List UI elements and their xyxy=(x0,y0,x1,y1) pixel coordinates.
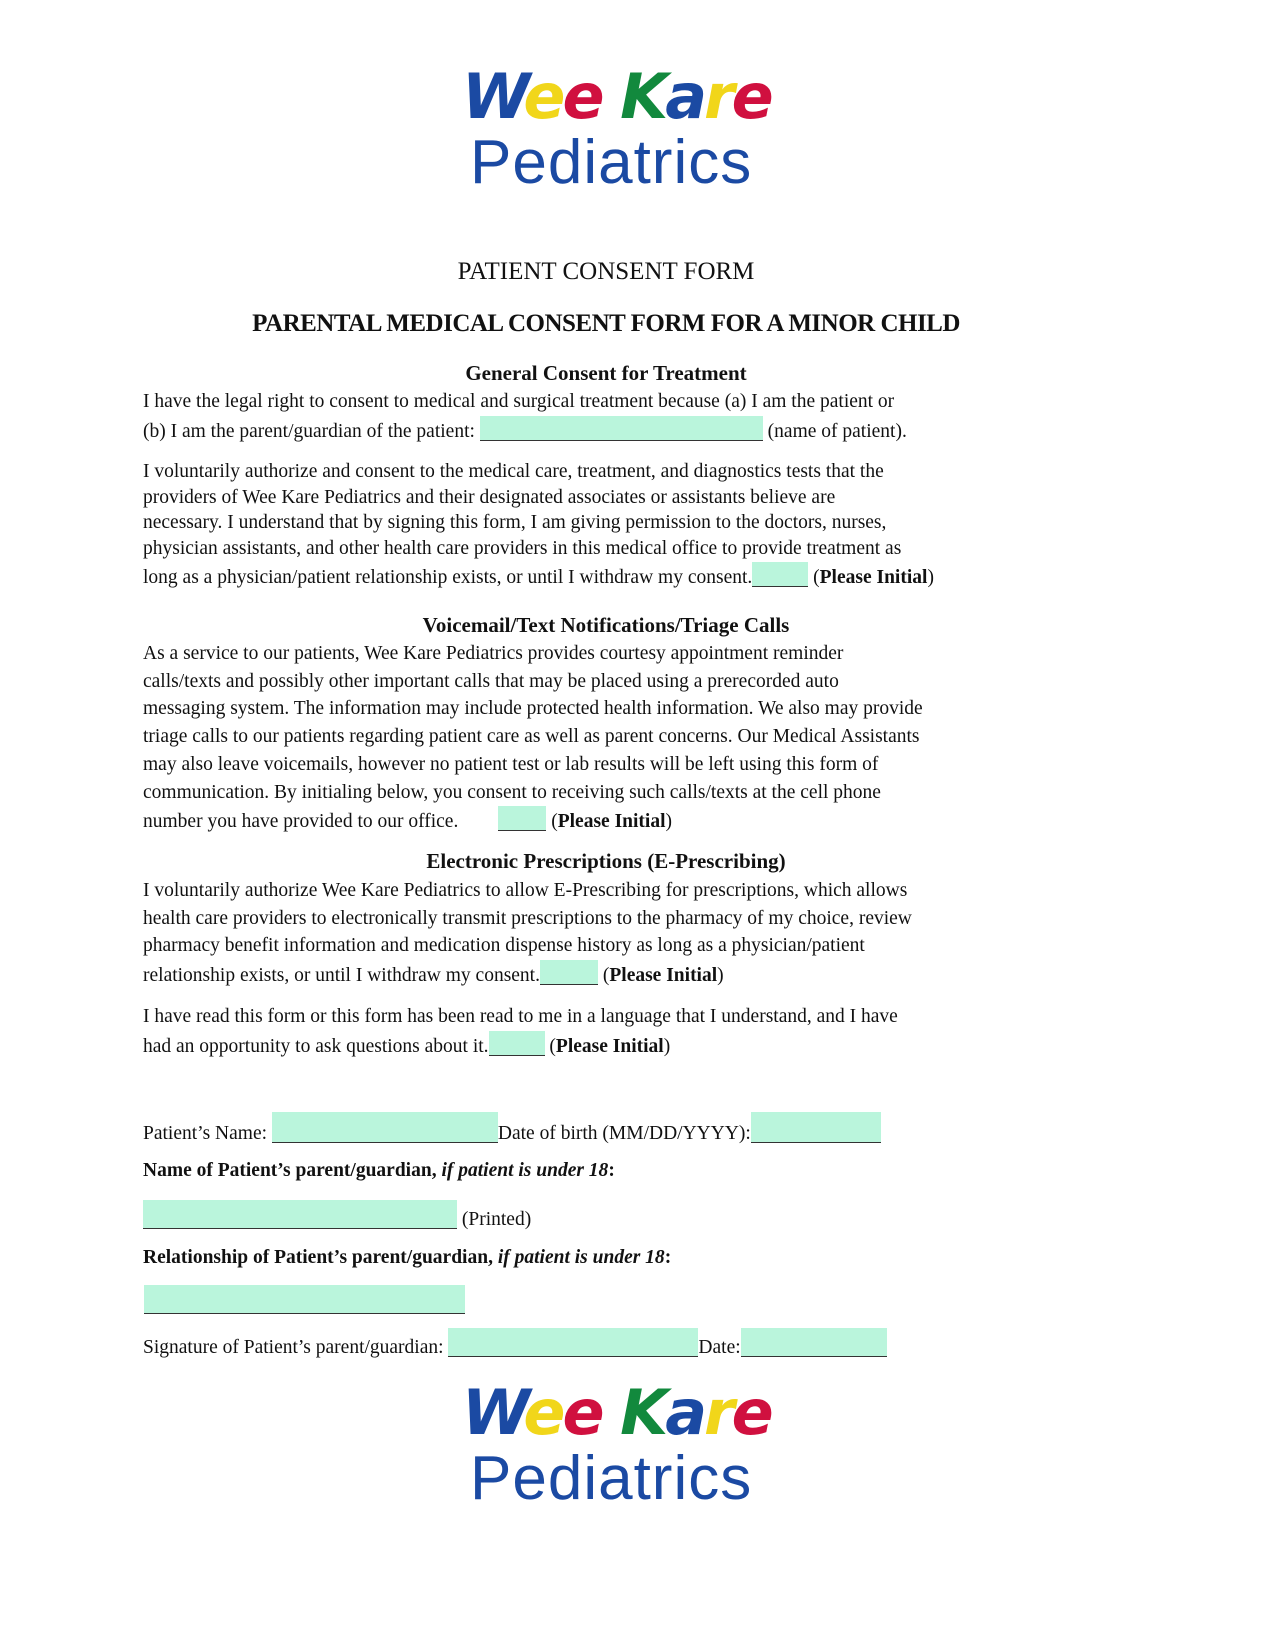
text-line: physician assistants, and other health care providers in this medical office to provide treatment as xyxy=(143,538,902,560)
text-line: may also leave voicemails, however no patient test or lab results will be left using this form of xyxy=(143,753,879,775)
colon: : xyxy=(608,1160,615,1181)
logo-r: r xyxy=(704,60,732,133)
form-title: PATIENT CONSENT FORM xyxy=(457,258,755,285)
general-consent-paragraph-2: I voluntarily authorize and consent to the medical care, treatment, and diagnostics tests that the providers of Wee Kare Pediatrics and their designated associates or assistants believe are necessary. I understand that by signing this form, I am giving permission to the doctors, nurses, physician assistants, and other health care providers in this medical office to provide treatment as long as a physician/patient relationship exists, or until I withdraw my consent. (Please Initial) xyxy=(143,461,934,588)
logo-ee: e xyxy=(523,60,563,133)
colon: : xyxy=(664,1247,672,1268)
text-line: calls/texts and possibly other important calls that may be placed using a prerecorded auto xyxy=(143,670,839,692)
text-line: I voluntarily authorize and consent to the medical care, treatment, and diagnostics tests that the xyxy=(143,461,884,482)
text-line: I have the legal right to consent to medical and surgical treatment because (a) I am the patient or xyxy=(143,391,895,412)
wee-kare-logo-top xyxy=(462,60,771,202)
date-label: Date: xyxy=(698,1337,741,1358)
general-consent-paragraph-1 xyxy=(143,388,907,446)
logo-a: a xyxy=(665,60,705,133)
logo-ee2: e xyxy=(562,1376,602,1449)
voicemail-paragraph: As a service to our patients, Wee Kare Pediatrics provides courtesy appointment reminder calls/texts and possibly other important calls that may be placed using a prerecorded auto messaging system. The information may include protected health information. We also may provide triage calls to our patients regarding patient care as well as parent concerns. Our Medical Assistants may also leave voicemails, however no patient test or lab results will be left using this form of communication. By initialing below, you consent to receiving such calls/texts at the cell phone number you have provided to our office. (Please Initial) xyxy=(143,640,923,836)
signature-row xyxy=(143,1328,887,1364)
text-line: relationship exists, or until I withdraw my consent. xyxy=(143,965,540,987)
acknowledgement-paragraph: I have read this form or this form has been read to me in a language that I understand, and I have had an opportunity to ask questions about it. (Please Initial) xyxy=(143,1003,898,1061)
guardian-name-label: Name of Patient’s parent/guardian, xyxy=(143,1160,442,1181)
e-prescribing-paragraph: I voluntarily authorize Wee Kare Pediatrics to allow E-Prescribing for prescriptions, which allows health care providers to electronically transmit prescriptions to the pharmacy of my choice, review pharmacy benefit information and medication dispense history as long as a physician/patient relationship exists, or until I withdraw my consent. (Please Initial) xyxy=(143,877,912,990)
initial-field-acknowledgement[interactable] xyxy=(489,1031,545,1056)
dob-field[interactable] xyxy=(751,1112,881,1143)
text-line: As a service to our patients, Wee Kare Pediatrics provides courtesy appointment reminder xyxy=(143,643,844,664)
relationship-row xyxy=(144,1285,465,1316)
guardian-name-field[interactable] xyxy=(143,1200,457,1229)
guardian-name-label-row xyxy=(143,1160,615,1182)
logo-ee: e xyxy=(523,1376,563,1449)
form-subtitle: PARENTAL MEDICAL CONSENT FORM FOR A MINOR CHILD xyxy=(252,310,960,337)
relationship-field[interactable] xyxy=(144,1285,465,1314)
text-line: triage calls to our patients regarding patient care as well as parent concerns. Our Medical Assistants xyxy=(143,726,920,748)
initial-field-eprescribing[interactable] xyxy=(540,960,598,985)
initial-field-voicemail[interactable] xyxy=(498,806,546,831)
logo-r: r xyxy=(704,1376,732,1449)
patient-name-row xyxy=(143,1112,881,1151)
heading-voicemail: Voicemail/Text Notifications/Triage Calls xyxy=(422,613,790,637)
guardian-name-condition: if patient is under 18 xyxy=(441,1160,609,1181)
text-line: (name of patient). xyxy=(762,421,907,442)
logo-k: K xyxy=(620,1376,666,1449)
text-line: communication. By initialing below, you consent to receiving such calls/texts at the cell phone xyxy=(143,781,881,803)
relationship-label: Relationship of Patient’s parent/guardian, xyxy=(143,1247,498,1268)
initial-field-treatment[interactable] xyxy=(752,562,808,587)
signature-field[interactable] xyxy=(448,1328,698,1357)
date-field[interactable] xyxy=(741,1328,887,1357)
text-line: (b) I am the parent/guardian of the patient: xyxy=(143,421,480,442)
wee-kare-logo-bottom xyxy=(462,1376,771,1518)
text-line: providers of Wee Kare Pediatrics and their designated associates or assistants believe are xyxy=(143,486,836,508)
logo-a: a xyxy=(665,1376,705,1449)
guardian-name-row xyxy=(143,1200,531,1231)
text-line: necessary. I understand that by signing this form, I am giving permission to the doctors, nurses, xyxy=(143,512,887,534)
signature-label: Signature of Patient’s parent/guardian: xyxy=(143,1337,449,1358)
text-line: I have read this form or this form has been read to me in a language that I understand, and I have xyxy=(143,1006,898,1027)
patient-name-field-top[interactable] xyxy=(480,416,763,441)
text-line: pharmacy benefit information and medication dispense history as long as a physician/patient xyxy=(143,935,865,957)
relationship-label-row xyxy=(143,1247,671,1269)
please-initial-label: Please Initial xyxy=(555,1036,664,1057)
logo-pediatrics: Pediatrics xyxy=(470,1444,753,1513)
text-line: had an opportunity to ask questions about it. xyxy=(143,1036,489,1057)
heading-general-consent: General Consent for Treatment xyxy=(465,361,747,385)
text-line: health care providers to electronically transmit prescriptions to the pharmacy of my choice, review xyxy=(143,907,912,929)
patient-name-field[interactable] xyxy=(272,1112,498,1143)
printed-label: (Printed) xyxy=(457,1209,532,1230)
please-initial-label: Please Initial xyxy=(819,566,928,588)
text-line: I voluntarily authorize Wee Kare Pediatrics to allow E-Prescribing for prescriptions, which allows xyxy=(143,880,908,901)
dob-label: Date of birth (MM/DD/YYYY): xyxy=(497,1123,751,1144)
logo-e: e xyxy=(731,60,771,133)
please-initial-label: Please Initial xyxy=(609,965,718,987)
text-line: messaging system. The information may include protected health information. We also may provide xyxy=(143,698,923,720)
text-line: number you have provided to our office. xyxy=(143,811,459,833)
logo-ee2: e xyxy=(562,60,602,133)
logo-e: e xyxy=(731,1376,771,1449)
logo-k: K xyxy=(620,60,666,133)
text-line: long as a physician/patient relationship exists, or until I withdraw my consent. xyxy=(143,566,753,588)
logo-w: W xyxy=(462,1376,524,1449)
patient-name-label: Patient’s Name: xyxy=(143,1123,272,1144)
logo-w: W xyxy=(462,60,524,133)
logo-pediatrics: Pediatrics xyxy=(470,128,753,197)
relationship-condition: if patient is under 18 xyxy=(497,1247,665,1268)
please-initial-label: Please Initial xyxy=(557,811,666,833)
heading-e-prescribing: Electronic Prescriptions (E-Prescribing) xyxy=(426,849,786,873)
